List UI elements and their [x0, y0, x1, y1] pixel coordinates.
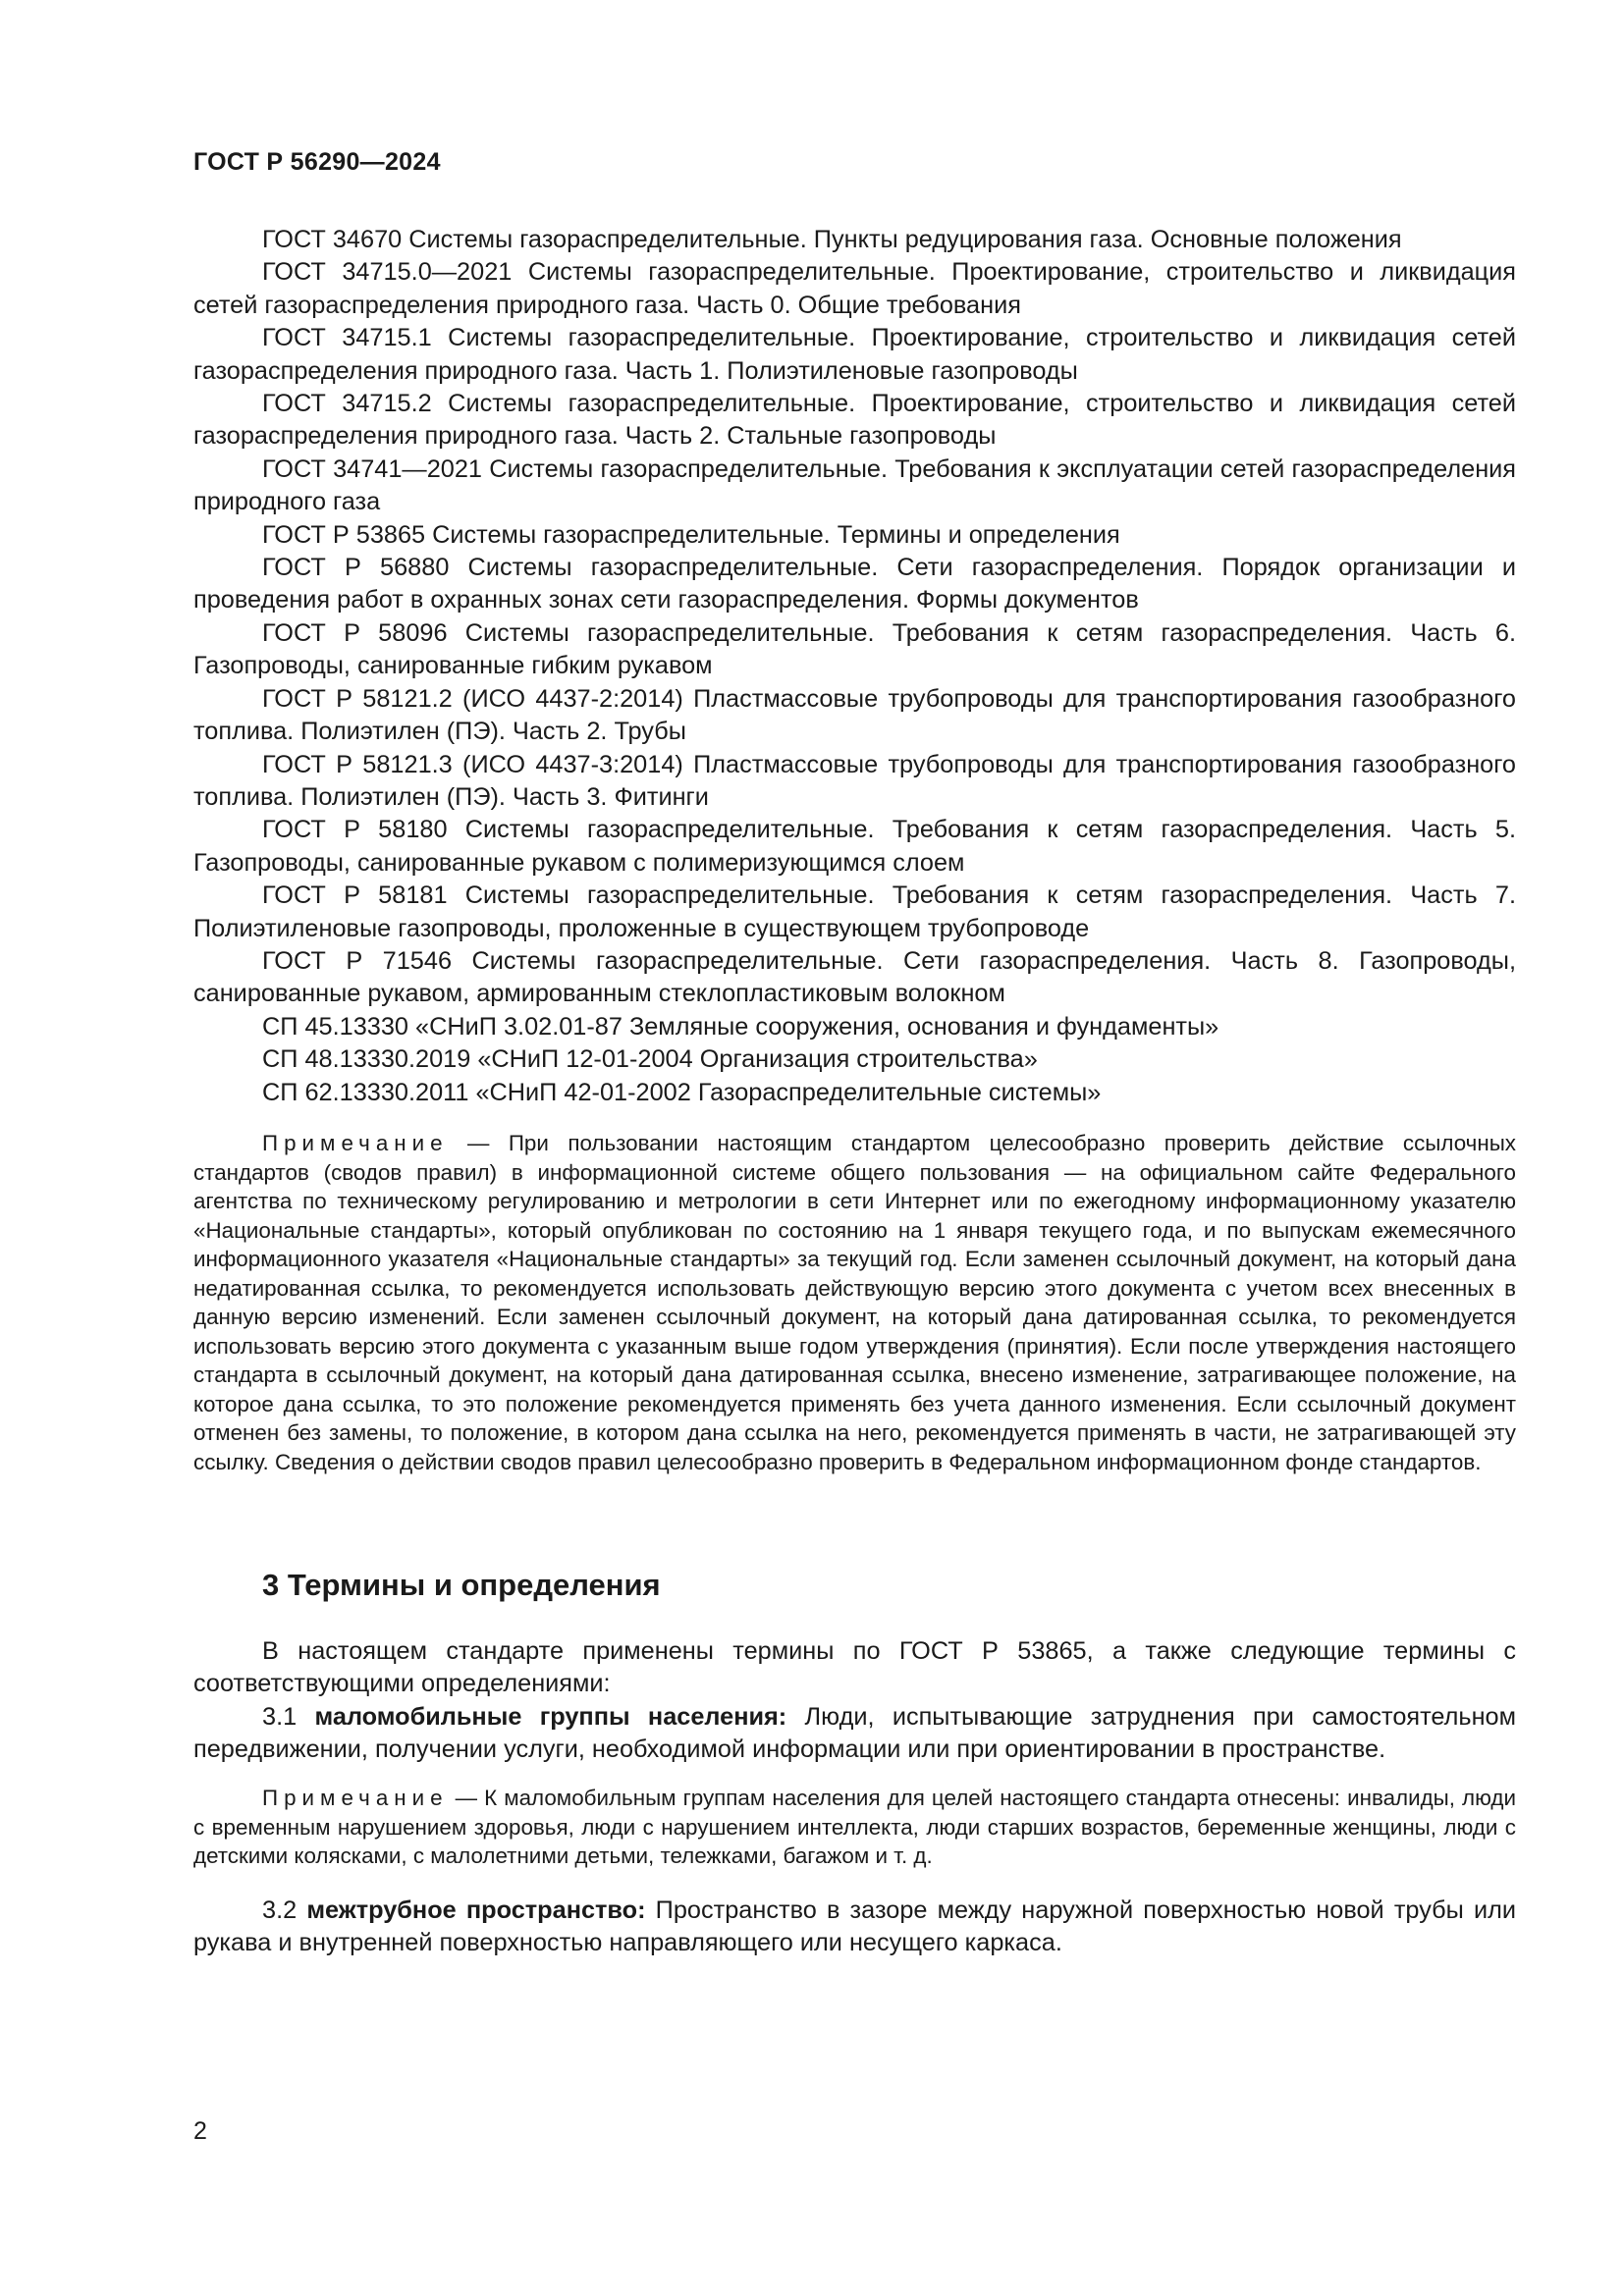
- document-code-header: ГОСТ Р 56290—2024: [193, 148, 441, 176]
- reference-item: ГОСТ Р 58121.3 (ИСО 4437-3:2014) Пластмассовые трубопроводы для транспортирования газообразного топлива. Полиэтилен (ПЭ). Часть 3. Фитинги: [193, 750, 1516, 811]
- note-text: — При пользовании настоящим стандартом целесообразно проверить действие ссылочных стандартов (сводов правил) в информационной системе общего пользования — на официальном сайте Федерального агентства по техническому регулированию и метрологии в сети Интернет или по ежегодному информационному указателю «Национальные стандарты», который опубликован по состоянию на 1 января текущего года, и по выпускам ежемесячного информационного указателя «Национальные стандарты» за текущий год. Если заменен ссылочный документ, на который дана недатированная ссылка, то рекомендуется использовать действующую версию этого документа с учетом всех внесенных в данную версию изменений. Если заменен ссылочный документ, на который дана датированная ссылка, то рекомендуется использовать версию этого документа с указанным выше годом утверждения (принятия). Если после утверждения настоящего стандарта в ссылочный документ, на который дана датированная ссылка, внесено изменение, затрагивающее положение, на которое дана ссылка, то это положение рекомендуется применять без учета данного изменения. Если ссылочный документ отменен без замены, то положение, в котором дана ссылка на него, рекомендуется применять в части, не затрагивающей эту ссылку. Сведения о действии сводов правил целесообразно проверить в Федеральном информационном фонде стандартов.: [193, 1131, 1516, 1474]
- reference-item: СП 48.13330.2019 «СНиП 12-01-2004 Организация строительства»: [262, 1045, 1038, 1074]
- note-label: Примечание: [262, 1131, 449, 1155]
- note-label: Примечание: [262, 1786, 449, 1810]
- term-name: межтрубное пространство:: [306, 1896, 646, 1924]
- section-body: [193, 1635, 1516, 1767]
- section-title: 3 Термины и определения: [262, 1568, 661, 1602]
- reference-item: ГОСТ Р 58181 Системы газораспределительные. Требования к сетям газораспределения. Часть 7. Полиэтиленовые газопроводы, проложенные в существующем трубопроводе: [193, 881, 1516, 942]
- term-note-paragraph: [193, 1784, 1516, 1871]
- note-text: — К маломобильным группам населения для целей настоящего стандарта отнесены: инвалиды, люди с временным нарушением здоровья, люди с нарушением интеллекта, люди старших возрастов, беременные женщины, люди с детскими колясками, с малолетними детьми, тележками, багажом и т. д.: [193, 1786, 1516, 1868]
- term-definition: [193, 1895, 1516, 1960]
- reference-item: ГОСТ 34741—2021 Системы газораспределительные. Требования к эксплуатации сетей газораспределения природного газа: [193, 454, 1516, 516]
- reference-item: ГОСТ Р 58121.2 (ИСО 4437-2:2014) Пластмассовые трубопроводы для транспортирования газообразного топлива. Полиэтилен (ПЭ). Часть 2. Трубы: [193, 684, 1516, 746]
- reference-item: СП 45.13330 «СНиП 3.02.01-87 Земляные сооружения, основания и фундаменты»: [262, 1012, 1219, 1041]
- section-intro: В настоящем стандарте применены термины по ГОСТ Р 53865, а также следующие термины с соответствующими определениями:: [193, 1637, 1516, 1698]
- reference-item: ГОСТ Р 58180 Системы газораспределительные. Требования к сетям газораспределения. Часть 5. Газопроводы, санированные рукавом с полимеризующимся слоем: [193, 816, 1516, 877]
- reference-item: ГОСТ Р 53865 Системы газораспределительные. Термины и определения: [262, 520, 1120, 549]
- term-definition: [193, 1701, 1516, 1767]
- reference-item: ГОСТ Р 71546 Системы газораспределительные. Сети газораспределения. Часть 8. Газопроводы, санированные рукавом, армированным стеклопластиковым волокном: [193, 946, 1516, 1008]
- reference-item: ГОСТ 34715.1 Системы газораспределительные. Проектирование, строительство и ликвидация сетей газораспределения природного газа. Часть 1. Полиэтиленовые газопроводы: [193, 324, 1516, 385]
- references-note: [193, 1129, 1516, 1476]
- term-name: маломобильные группы населения:: [314, 1702, 787, 1731]
- reference-item: ГОСТ Р 56880 Системы газораспределительные. Сети газораспределения. Порядок организации и проведения работ в охранных зонах сети газораспределения. Формы документов: [193, 554, 1516, 614]
- term-text: Люди, испытывающие затруднения при самостоятельном передвижении, получении услуги, необходимой информации или при ориентировании в пространстве.: [193, 1702, 1517, 1764]
- section-body-continued: [193, 1895, 1516, 1960]
- reference-item: ГОСТ 34715.0—2021 Системы газораспределительные. Проектирование, строительство и ликвидация сетей газораспределения природного газа. Часть 0. Общие требования: [193, 258, 1516, 319]
- term-text: Пространство в зазоре между наружной поверхностью новой трубы или рукава и внутренней поверхностью направляющего или несущего каркаса.: [193, 1896, 1516, 1957]
- reference-item: СП 62.13330.2011 «СНиП 42-01-2002 Газораспределительные системы»: [262, 1078, 1102, 1106]
- normative-references-list: [193, 224, 1516, 1109]
- reference-item: ГОСТ 34715.2 Системы газораспределительные. Проектирование, строительство и ликвидация сетей газораспределения природного газа. Часть 2. Стальные газопроводы: [193, 390, 1516, 451]
- term-number: 3.1: [262, 1702, 315, 1731]
- page-number: 2: [193, 2117, 207, 2145]
- term-note: [193, 1784, 1516, 1871]
- reference-item: ГОСТ 34670 Системы газораспределительные. Пункты редуцирования газа. Основные положения: [262, 226, 1402, 253]
- term-number: 3.2: [262, 1896, 307, 1924]
- reference-item: ГОСТ Р 58096 Системы газораспределительные. Требования к сетям газораспределения. Часть 6. Газопроводы, санированные гибким рукавом: [193, 618, 1516, 680]
- references-note-paragraph: [193, 1129, 1516, 1476]
